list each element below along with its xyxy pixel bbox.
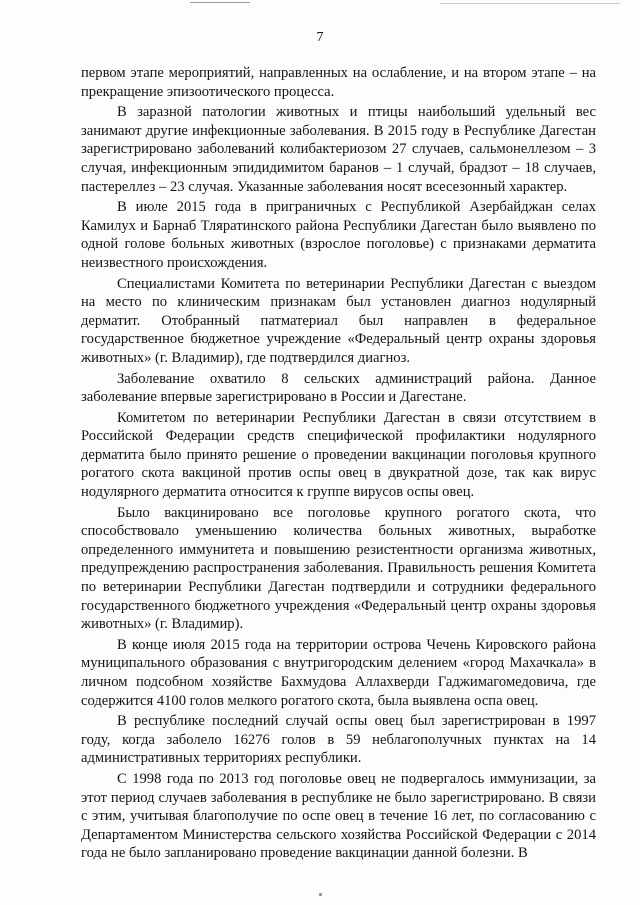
paragraph: первом этапе мероприятий, направленных на ослабление, и на втором этапе – на прекращение эпизоотического процесса. bbox=[81, 65, 596, 100]
paragraph: В июле 2015 года в приграничных с Республикой Азербайджан селах Камилух и Барнаб Тляратинского района Республики Дагестан было выявлено по одной голове больных животных (взрослое поголовье) с признаками дерматита неизвестного происхождения. bbox=[81, 199, 596, 271]
paragraph: Комитетом по ветеринарии Республики Дагестан в связи отсутствием в Российской Федерации средств специфической профилактики нодулярного дерматита было принято решение о проведении вакцинации поголовья крупного рогатого скота вакциной против оспы овец в двукратной дозе, так как вирус нодулярного дерматита относится к группе вирусов оспы овец. bbox=[81, 409, 596, 501]
scan-artifact bbox=[440, 3, 620, 4]
paragraph: Специалистами Комитета по ветеринарии Республики Дагестан с выездом на место по клиническим признакам был установлен диагноз нодулярный дерматит. Отобранный патматериал был направлен в федеральное государственное бюджетное учреждение «Федеральный центр охраны здоровья животных» (г. Владимир), где подтвердился диагноз. bbox=[81, 275, 596, 366]
paragraph: В заразной патологии животных и птицы наибольший удельный вес занимают другие инфекционные заболевания. В 2015 году в Республике Дагестан зарегистрировано заболеваний колибактериозом 27 случаев, сальмонеллезом – 3 случая, инфекционным эпидидимитом баранов – 1 случай, брадзот – 18 случаев, пастереллез – 23 случая. Указанные заболевания носят всесезонный характер. bbox=[81, 104, 596, 195]
scan-artifact bbox=[319, 893, 322, 896]
paragraph: В республике последний случай оспы овец был зарегистрирован в 1997 году, когда заболело 16276 голов в 59 неблагополучных пунктах на 14 административных территориях республики. bbox=[81, 713, 596, 767]
paragraph: Было вакцинировано все поголовье крупного рогатого скота, что способствовало уменьшению количества больных животных, выработке определенного иммунитета и повышению резистентности организма животных, предупреждению распространения заболевания. Правильность решения Комитета по ветеринарии Республики Дагестан подтвердили и сотрудники федерального государственного бюджетного учреждения «Федеральный центр охраны здоровья животных» (г. Владимир). bbox=[81, 504, 596, 633]
paragraph: С 1998 года по 2013 год поголовье овец не подвергалось иммунизации, за этот период случаев заболевания в республике не было зарегистрировано. В связи с этим, учитывая благополучие по оспе овец в течение 16 лет, по согласованию с Департаментом Министерства сельского хозяйства Российской Федерации с 2014 года не было запланировано проведение вакцинации данной болезни. В bbox=[81, 770, 596, 862]
body-text bbox=[81, 64, 596, 865]
paragraph: Заболевание охватило 8 сельских администраций района. Данное заболевание впервые зарегистрировано в России и Дагестане. bbox=[81, 370, 596, 406]
page-number: 7 bbox=[316, 30, 324, 45]
scan-artifact bbox=[190, 2, 250, 3]
paragraph: В конце июля 2015 года на территории острова Чечень Кировского района муниципального образования с внутригородским делением «город Махачкала» в личном подсобном хозяйстве Бахмудова Аллахверди Гаджимагомедовича, где содержится 4100 голов мелкого рогатого скота, была выявлена оспа овец. bbox=[81, 636, 596, 709]
